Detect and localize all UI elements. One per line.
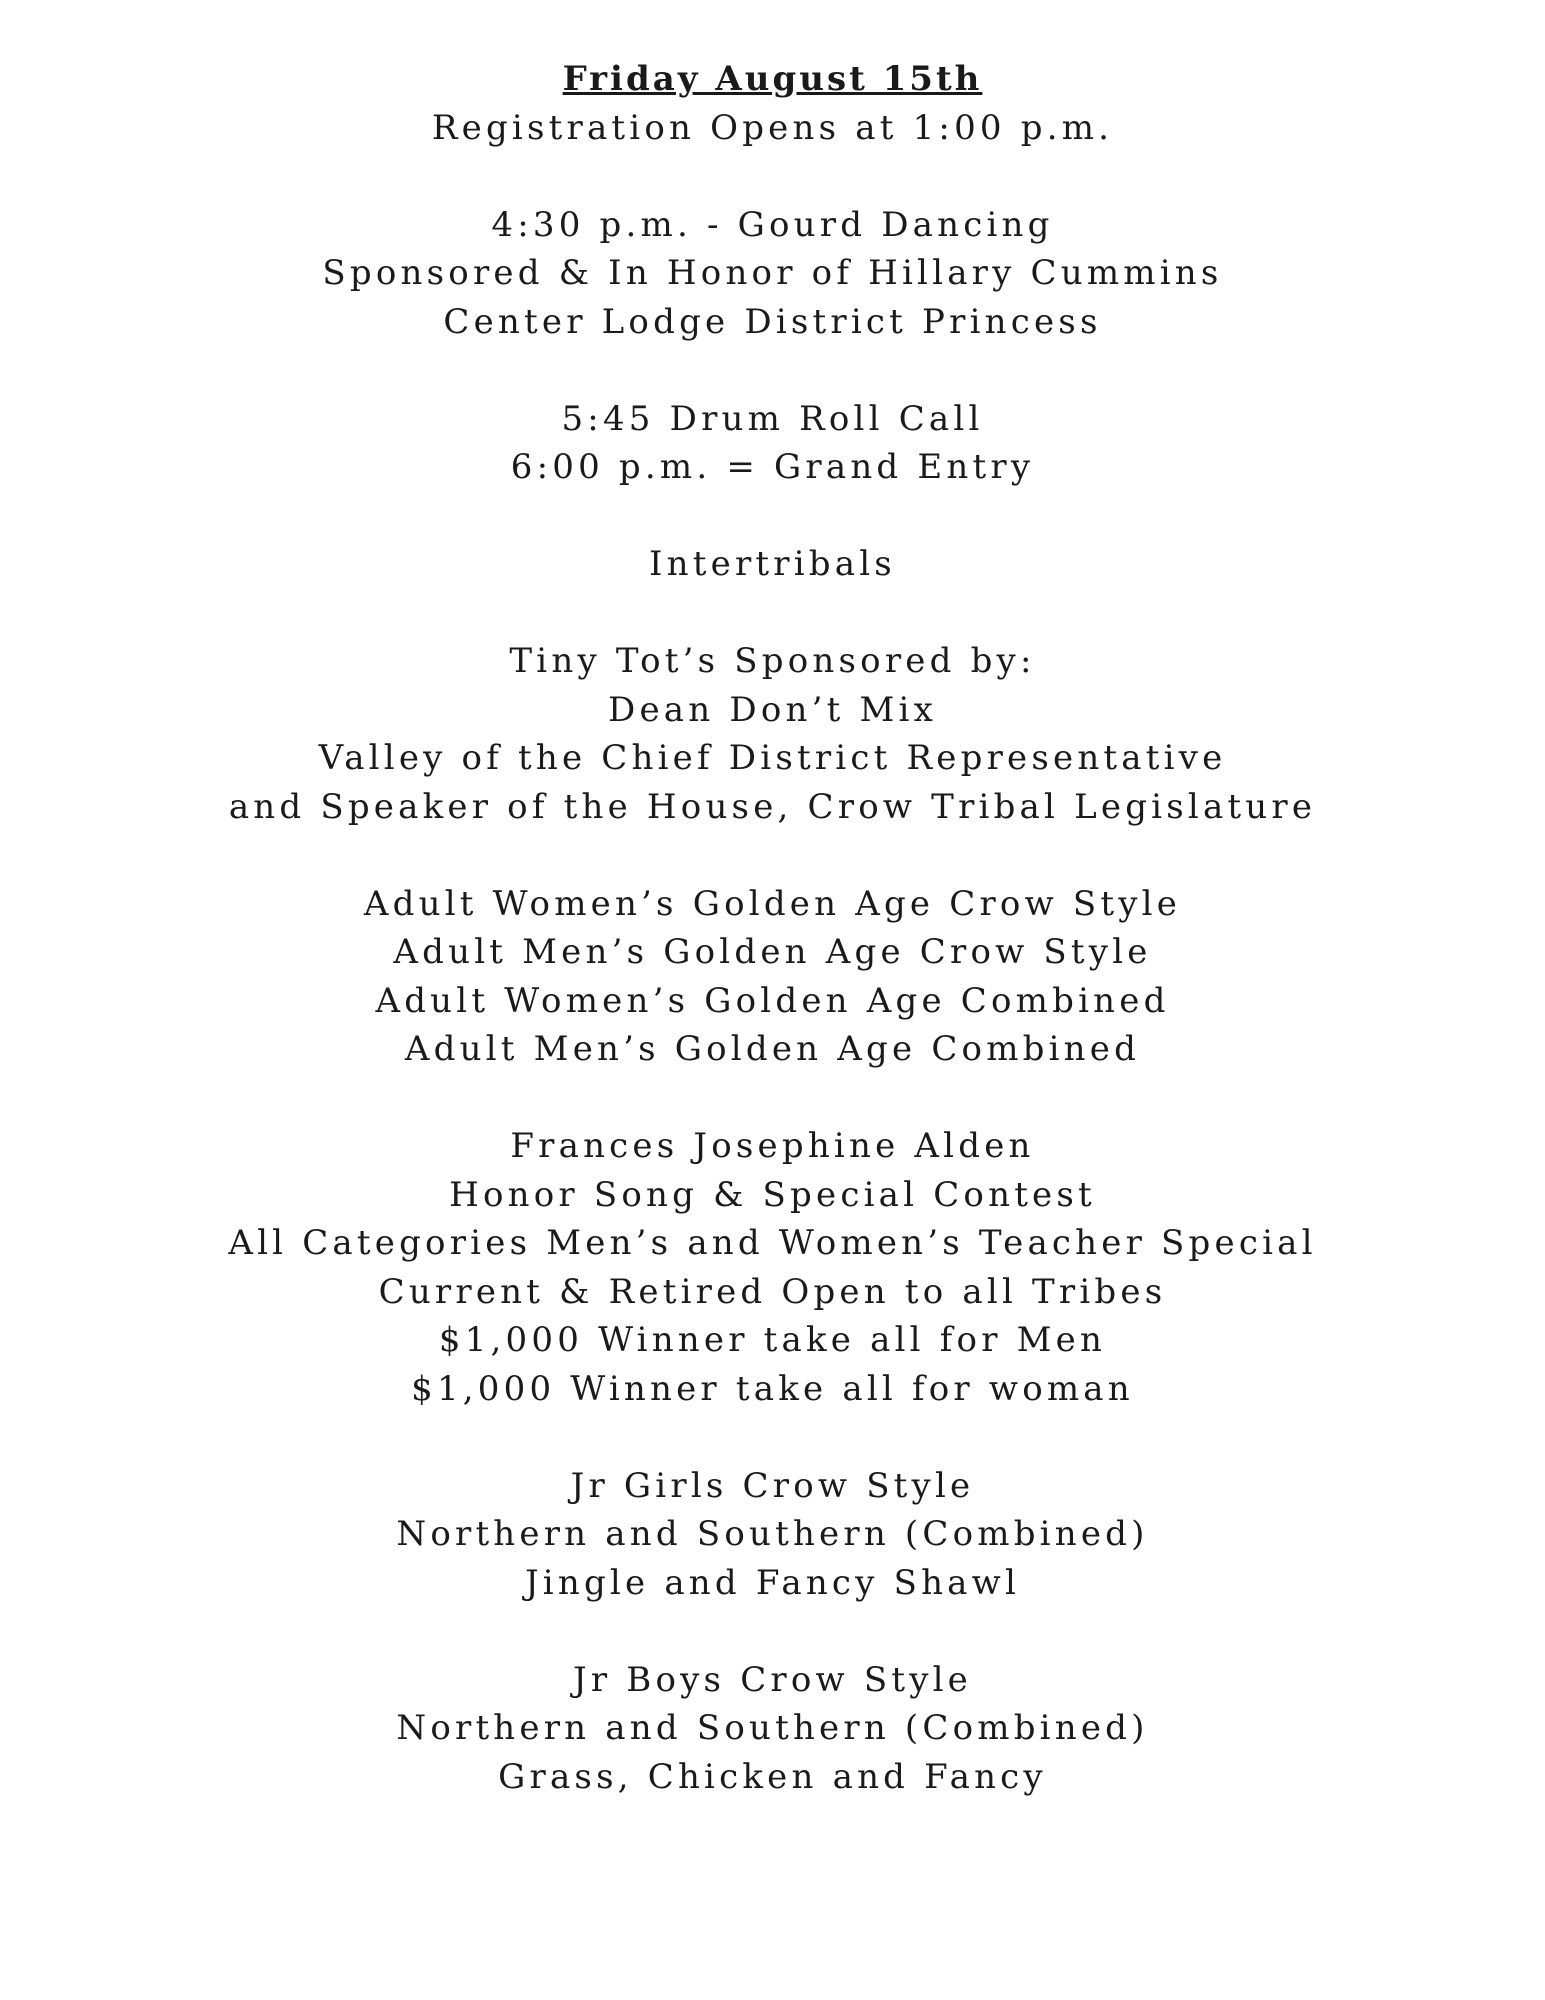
schedule-line: Honor Song & Special Contest [449, 1174, 1096, 1215]
schedule-line: Adult Women’s Golden Age Combined [375, 980, 1170, 1021]
schedule-line: Sponsored & In Honor of Hillary Cummins [322, 253, 1223, 293]
schedule-line: Registration Opens at 1:00 p.m. [431, 107, 1114, 148]
schedule-page [0, 55, 1545, 1801]
golden-age-block [0, 880, 1545, 1074]
schedule-line: 4:30 p.m. - Gourd Dancing [491, 204, 1054, 245]
schedule-line: Tiny Tot’s Sponsored by: [509, 641, 1036, 681]
jr-boys-block [0, 1656, 1545, 1802]
page-title: Friday August 15th [562, 59, 983, 99]
schedule-line: and Speaker of the House, Crow Tribal Legislature [228, 786, 1317, 827]
grand-entry-block [0, 395, 1545, 492]
schedule-line: Frances Josephine Alden [510, 1126, 1035, 1166]
schedule-line: Valley of the Chief District Representative [318, 738, 1227, 778]
schedule-line: All Categories Men’s and Women’s Teacher Special [228, 1223, 1317, 1263]
schedule-line: Adult Men’s Golden Age Crow Style [393, 932, 1152, 972]
schedule-line: Center Lodge District Princess [443, 301, 1102, 342]
schedule-line: 6:00 p.m. = Grand Entry [510, 447, 1035, 487]
schedule-line: Intertribals [649, 544, 896, 584]
schedule-line: $1,000 Winner take all for woman [411, 1368, 1134, 1409]
gourd-dancing-block [0, 201, 1545, 347]
intertribals-block [0, 540, 1545, 589]
schedule-line: Jr Boys Crow Style [572, 1659, 972, 1700]
schedule-line: 5:45 Drum Roll Call [561, 398, 984, 439]
schedule-line: Jr Girls Crow Style [570, 1465, 975, 1506]
schedule-line: Grass, Chicken and Fancy [498, 1756, 1047, 1797]
honor-song-block [0, 1122, 1545, 1413]
schedule-line: Northern and Southern (Combined) [396, 1514, 1149, 1554]
registration-block [0, 104, 1545, 153]
schedule-line: Adult Men’s Golden Age Combined [404, 1029, 1141, 1069]
schedule-line: Current & Retired Open to all Tribes [378, 1271, 1167, 1312]
schedule-line: Adult Women’s Golden Age Crow Style [363, 883, 1182, 924]
tiny-tots-block [0, 637, 1545, 831]
schedule-line: $1,000 Winner take all for Men [438, 1320, 1107, 1360]
schedule-line: Dean Don’t Mix [608, 689, 937, 730]
schedule-line: Jingle and Fancy Shawl [524, 1562, 1021, 1603]
jr-girls-block [0, 1462, 1545, 1608]
schedule-line: Northern and Southern (Combined) [396, 1708, 1149, 1748]
